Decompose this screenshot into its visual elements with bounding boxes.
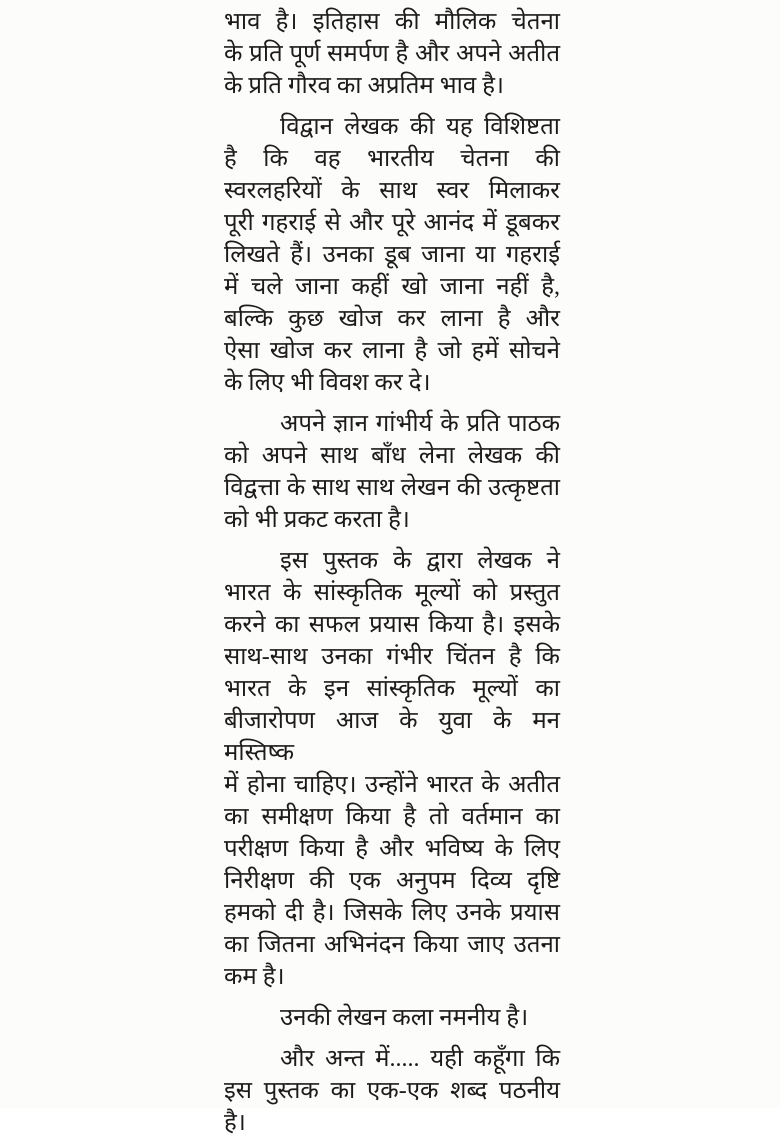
text-line: का जितना अभिनंदन किया जाए उतना <box>224 932 560 958</box>
text-line: भारत के सांस्कृतिक मूल्यों को प्रस्तुत <box>224 580 560 606</box>
text-line: के लिए भी विवश कर दे। <box>224 370 431 396</box>
text-line: को अपने साथ बाँध लेना लेखक की <box>224 443 560 469</box>
text-block <box>224 6 560 1139</box>
text-line: का समीक्षण किया है तो वर्तमान का <box>224 804 560 830</box>
text-line: के प्रति पूर्ण समर्पण है और अपने अतीत <box>224 41 560 67</box>
text-line: करने का सफल प्रयास किया है। इसके <box>224 612 560 638</box>
text-line: है कि वह भारतीय चेतना की <box>224 146 560 172</box>
text-line: स्वरलहरियों के साथ स्वर मिलाकर <box>224 178 560 204</box>
text-line: ऐसा खोज कर लाना है जो हमें सोचने <box>224 338 560 364</box>
text-line: पूरी गहराई से और पूरे आनंद में डूबकर <box>224 210 560 236</box>
paragraph <box>224 408 560 536</box>
text-line: परीक्षण किया है और भविष्य के लिए <box>224 836 560 862</box>
paragraph <box>224 6 560 102</box>
text-line: को भी प्रकट करता है। <box>224 507 410 533</box>
text-line: इस पुस्तक का एक-एक शब्द पठनीय <box>224 1078 560 1104</box>
text-line: उनकी लेखन कला नमनीय है। <box>280 1005 529 1031</box>
text-line: है। <box>224 1110 246 1136</box>
text-line: अपने ज्ञान गांभीर्य के प्रति पाठक <box>280 411 560 437</box>
text-line: बल्कि कुछ खोज कर लाना है और <box>224 306 560 332</box>
text-line: और अन्त में..... यही कहूँगा कि <box>280 1046 560 1072</box>
text-line: साथ-साथ उनका गंभीर चिंतन है कि <box>224 644 560 670</box>
text-line: में चले जाना कहीं खो जाना नहीं है, <box>224 274 560 300</box>
text-line: इस पुस्तक के द्वारा लेखक ने <box>280 548 560 574</box>
paragraph <box>224 545 560 993</box>
text-line: कम है। <box>224 964 285 990</box>
text-line: लिखते हैं। उनका डूब जाना या गहराई <box>224 242 560 268</box>
text-line: भारत के इन सांस्कृतिक मूल्यों का <box>224 676 560 702</box>
text-line: बीजारोपण आज के युवा के मन मस्तिष्क <box>224 708 560 766</box>
text-line: निरीक्षण की एक अनुपम दिव्य दृष्टि <box>224 868 560 894</box>
paragraph <box>224 1002 560 1034</box>
text-line: हमको दी है। जिसके लिए उनके प्रयास <box>224 900 560 926</box>
paragraph <box>224 111 560 399</box>
text-line: में होना चाहिए। उन्होंने भारत के अतीत <box>224 772 560 798</box>
text-line: विद्वत्ता के साथ साथ लेखन की उत्कृष्टता <box>224 475 560 501</box>
text-line: भाव है। इतिहास की मौलिक चेतना <box>224 9 560 35</box>
text-line: के प्रति गौरव का अप्रतिम भाव है। <box>224 73 505 99</box>
paragraph <box>224 1043 560 1139</box>
text-line: विद्वान लेखक की यह विशिष्टता <box>280 114 560 140</box>
